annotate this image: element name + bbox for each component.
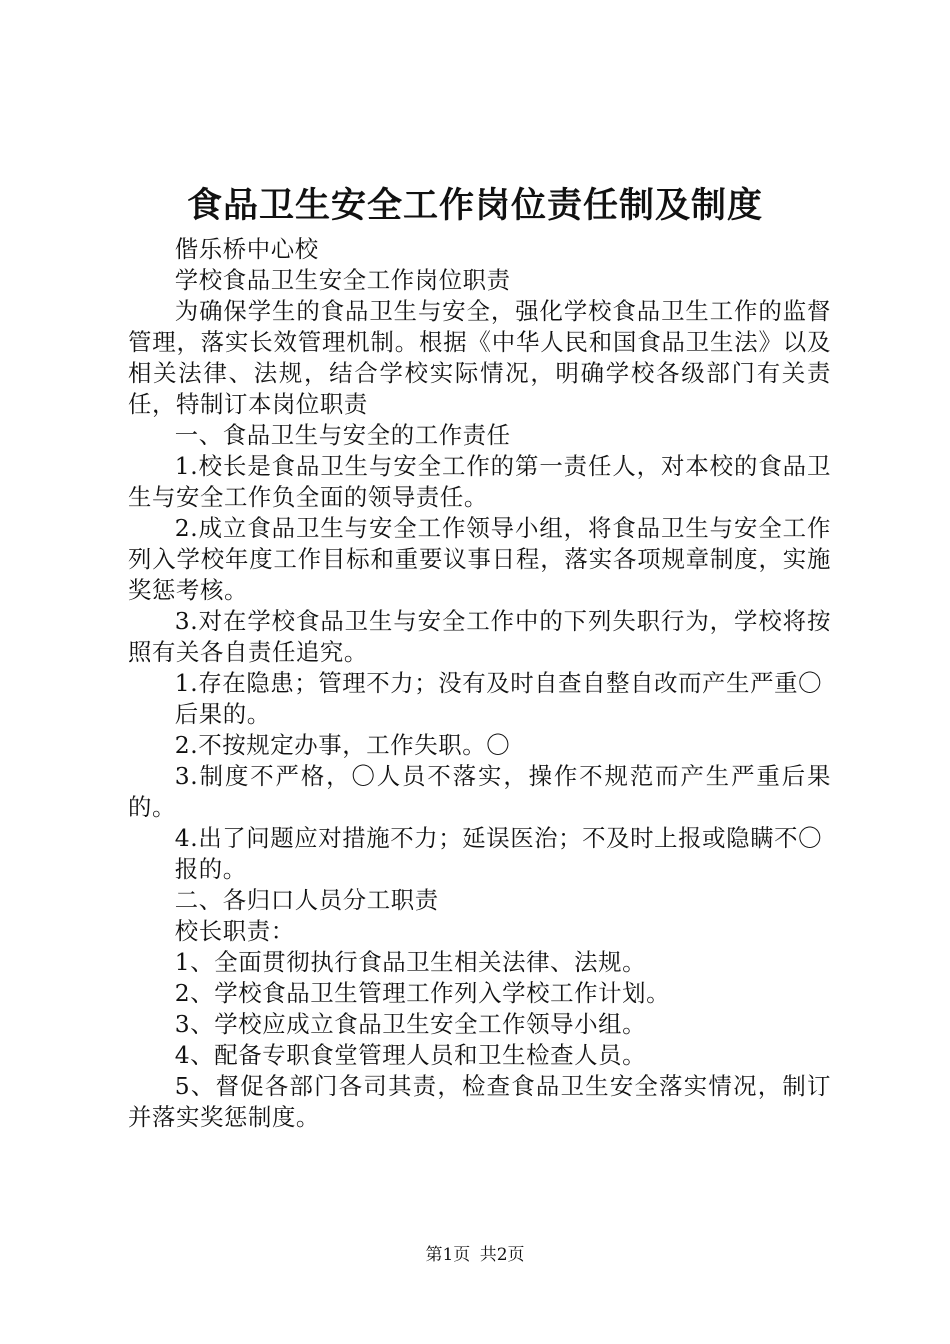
paragraph-item: 3.制度不严格，〇人员不落实，操作不规范而产生严重后果的。 <box>128 762 831 821</box>
page-total: 共2页 <box>479 1245 525 1265</box>
paragraph-subtitle: 学校食品卫生安全工作岗位职责 <box>174 266 511 294</box>
paragraph-item: 3、学校应成立食品卫生安全工作领导小组。 <box>174 1010 647 1038</box>
paragraph-item: 4、配备专职食堂管理人员和卫生检查人员。 <box>174 1041 647 1069</box>
section-heading-1: 一、食品卫生与安全的工作责任 <box>174 421 511 449</box>
paragraph-item: 1、全面贯彻执行食品卫生相关法律、法规。 <box>174 948 647 976</box>
paragraph-item: 2.不按规定办事，工作失职。〇 <box>174 731 511 759</box>
paragraph-item: 5、督促各部门各司其责，检查食品卫生安全落实情况，制订并落实奖惩制度。 <box>128 1072 831 1131</box>
paragraph-intro: 为确保学生的食品卫生与安全，强化学校食品卫生工作的监督管理，落实长效管理机制。根据《中华人民和国食品卫生法》以及相关法律、法规，结合学校实际情况，明确学校各级部门有关责任，特制订本岗位职责 <box>128 297 831 418</box>
paragraph-item: 2、学校食品卫生管理工作列入学校工作计划。 <box>174 979 671 1007</box>
paragraph-item: 2.成立食品卫生与安全工作领导小组，将食品卫生与安全工作列入学校年度工作目标和重要议事日程，落实各项规章制度，实施奖惩考核。 <box>128 514 831 604</box>
paragraph-item: 1.校长是食品卫生与安全工作的第一责任人，对本校的食品卫生与安全工作负全面的领导责任。 <box>128 452 831 511</box>
document-body <box>128 234 831 1133</box>
paragraph-item: 报的。 <box>174 855 247 883</box>
paragraph-item: 1.存在隐患；管理不力；没有及时自查自整自改而产生严重〇 <box>174 669 823 697</box>
paragraph-item: 4.出了问题应对措施不力；延误医治；不及时上报或隐瞒不〇 <box>174 824 823 852</box>
paragraph-item: 3.对在学校食品卫生与安全工作中的下列失职行为，学校将按照有关各自责任追究。 <box>128 607 831 666</box>
document-title: 食品卫生安全工作岗位责任制及制度 <box>186 185 763 226</box>
paragraph-school-name: 偕乐桥中心校 <box>174 235 319 263</box>
page-number: 第1页 <box>425 1245 471 1265</box>
section-heading-2: 二、各归口人员分工职责 <box>174 886 439 914</box>
page-footer <box>0 1243 950 1267</box>
paragraph-item: 后果的。 <box>174 700 271 728</box>
paragraph-role-heading: 校长职责： <box>174 917 295 945</box>
